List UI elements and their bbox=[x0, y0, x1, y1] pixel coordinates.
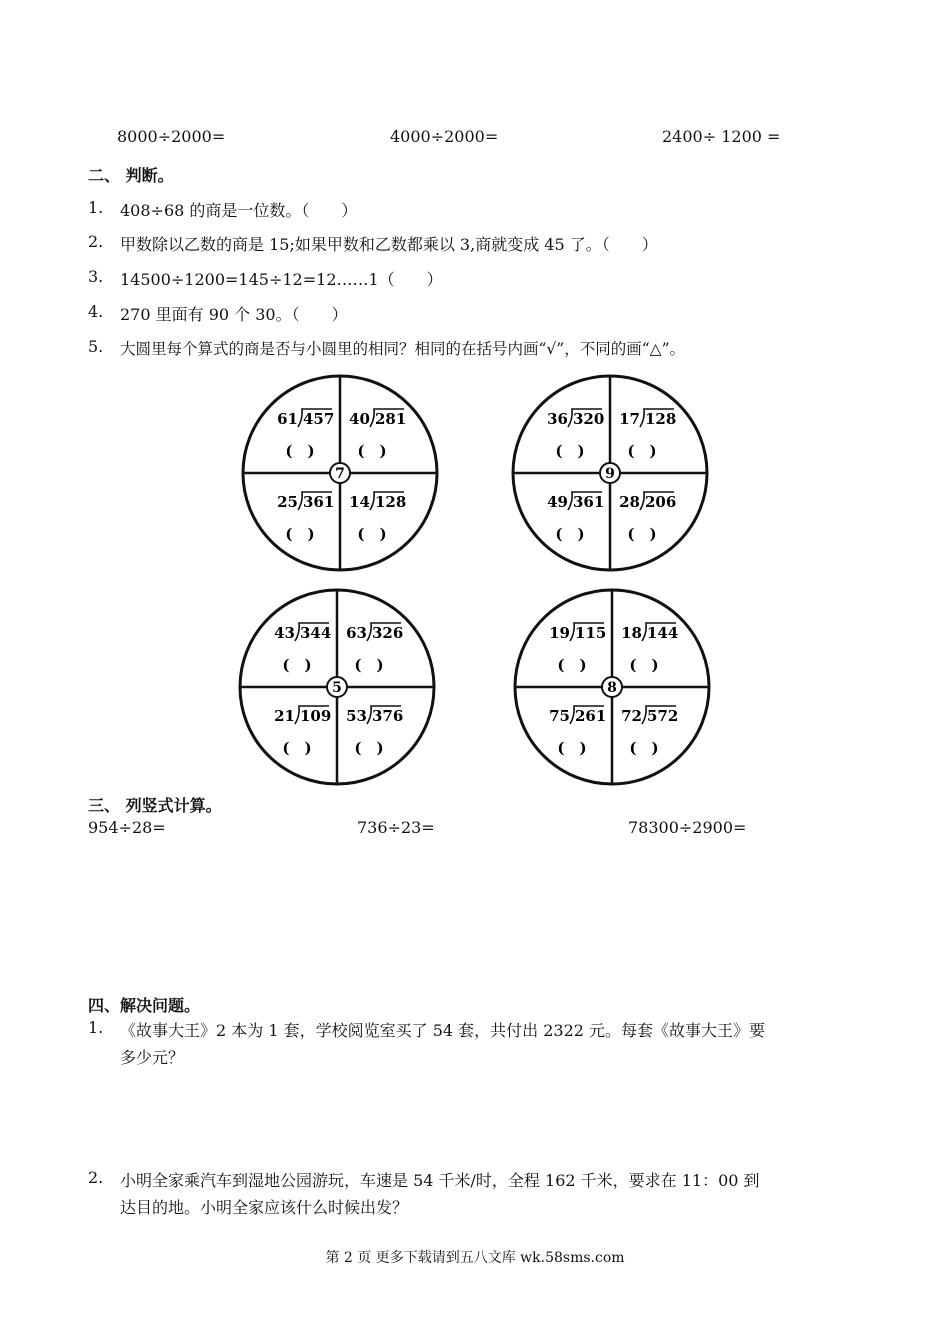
vertical-calc-3: 78300÷2900= bbox=[628, 818, 747, 837]
top-problem-3: 2400÷ 1200 = bbox=[662, 127, 781, 146]
dividend: 128 bbox=[375, 493, 407, 511]
answer-parentheses: ( ) bbox=[354, 656, 384, 674]
answer-parentheses: ( ) bbox=[282, 656, 312, 674]
division-circle bbox=[513, 376, 707, 570]
section-3-heading: 三、 列竖式计算。 bbox=[88, 796, 222, 815]
divisor: 75 bbox=[549, 707, 570, 725]
item-number: 2. bbox=[88, 1168, 104, 1187]
division-circle bbox=[243, 376, 437, 570]
divisor: 63 bbox=[346, 624, 367, 642]
center-number: 5 bbox=[332, 680, 342, 696]
dividend: 144 bbox=[647, 624, 679, 642]
section-2-heading: 二、 判断。 bbox=[88, 166, 174, 185]
answer-parentheses: ( ) bbox=[629, 739, 659, 757]
divisor: 40 bbox=[349, 410, 370, 428]
answer-parentheses: ( ) bbox=[357, 525, 387, 543]
divisor: 17 bbox=[619, 410, 640, 428]
vertical-calc-1: 954÷28= bbox=[88, 818, 166, 837]
divisor: 18 bbox=[621, 624, 642, 642]
judge-item-1: 408÷68 的商是一位数。（ ） bbox=[120, 201, 358, 220]
item-number: 4. bbox=[88, 302, 104, 321]
dividend: 326 bbox=[372, 624, 404, 642]
answer-parentheses: ( ) bbox=[557, 739, 587, 757]
divisor: 19 bbox=[549, 624, 570, 642]
dividend: 206 bbox=[645, 493, 677, 511]
center-number: 7 bbox=[335, 466, 345, 482]
judge-item-5: 大圆里每个算式的商是否与小圆里的相同？相同的在括号内画“√”，不同的画“△”。 bbox=[120, 340, 685, 358]
answer-parentheses: ( ) bbox=[627, 442, 657, 460]
divisor: 25 bbox=[277, 493, 298, 511]
divisor: 21 bbox=[274, 707, 295, 725]
answer-parentheses: ( ) bbox=[555, 525, 585, 543]
item-number: 5. bbox=[88, 337, 104, 356]
answer-parentheses: ( ) bbox=[357, 442, 387, 460]
divisor: 36 bbox=[547, 410, 568, 428]
answer-parentheses: ( ) bbox=[285, 525, 315, 543]
item-number: 3. bbox=[88, 267, 104, 286]
dividend: 115 bbox=[575, 624, 607, 642]
divisor: 28 bbox=[619, 493, 640, 511]
item-number: 1. bbox=[88, 198, 104, 217]
divisor: 43 bbox=[274, 624, 295, 642]
judge-item-2: 甲数除以乙数的商是 15;如果甲数和乙数都乘以 3,商就变成 45 了。（ ） bbox=[120, 235, 658, 254]
divisor: 53 bbox=[346, 707, 367, 725]
center-number: 8 bbox=[607, 680, 617, 696]
center-number: 9 bbox=[605, 466, 615, 482]
divisor: 49 bbox=[547, 493, 568, 511]
item-number: 2. bbox=[88, 232, 104, 251]
dividend: 281 bbox=[375, 410, 407, 428]
dividend: 128 bbox=[645, 410, 677, 428]
divisor: 72 bbox=[621, 707, 642, 725]
answer-parentheses: ( ) bbox=[282, 739, 312, 757]
answer-parentheses: ( ) bbox=[557, 656, 587, 674]
answer-parentheses: ( ) bbox=[285, 442, 315, 460]
dividend: 361 bbox=[573, 493, 605, 511]
divisor: 14 bbox=[349, 493, 370, 511]
dividend: 376 bbox=[372, 707, 404, 725]
word-problem-1-line-1: 《故事大王》2 本为 1 套，学校阅览室买了 54 套，共付出 2322 元。每套《故事大王》要 bbox=[120, 1021, 766, 1040]
answer-parentheses: ( ) bbox=[354, 739, 384, 757]
division-circle bbox=[240, 590, 434, 784]
judge-item-4: 270 里面有 90 个 30。（ ） bbox=[120, 305, 348, 324]
judge-item-3: 14500÷1200=145÷12=12……1（ ） bbox=[120, 270, 443, 289]
divisor: 61 bbox=[277, 410, 298, 428]
dividend: 109 bbox=[300, 707, 332, 725]
division-circle bbox=[515, 590, 709, 784]
top-problem-1: 8000÷2000= bbox=[117, 127, 226, 146]
dividend: 361 bbox=[303, 493, 335, 511]
dividend: 344 bbox=[300, 624, 332, 642]
word-problem-1-line-2: 多少元？ bbox=[120, 1048, 185, 1067]
word-problem-2-line-2: 达目的地。小明全家应该什么时候出发？ bbox=[120, 1198, 409, 1217]
item-number: 1. bbox=[88, 1018, 104, 1037]
dividend: 457 bbox=[303, 410, 335, 428]
top-problem-2: 4000÷2000= bbox=[390, 127, 499, 146]
answer-parentheses: ( ) bbox=[627, 525, 657, 543]
vertical-calc-2: 736÷23= bbox=[357, 818, 435, 837]
word-problem-2-line-1: 小明全家乘汽车到湿地公园游玩，车速是 54 千米/时，全程 162 千米，要求在 11：00 到 bbox=[120, 1171, 760, 1190]
answer-parentheses: ( ) bbox=[555, 442, 585, 460]
section-4-heading: 四、解决问题。 bbox=[88, 996, 201, 1015]
dividend: 261 bbox=[575, 707, 607, 725]
dividend: 320 bbox=[573, 410, 605, 428]
answer-parentheses: ( ) bbox=[629, 656, 659, 674]
page-footer: 第 2 页 更多下载请到五八文库 wk.58sms.com bbox=[325, 1250, 625, 1266]
dividend: 572 bbox=[647, 707, 679, 725]
